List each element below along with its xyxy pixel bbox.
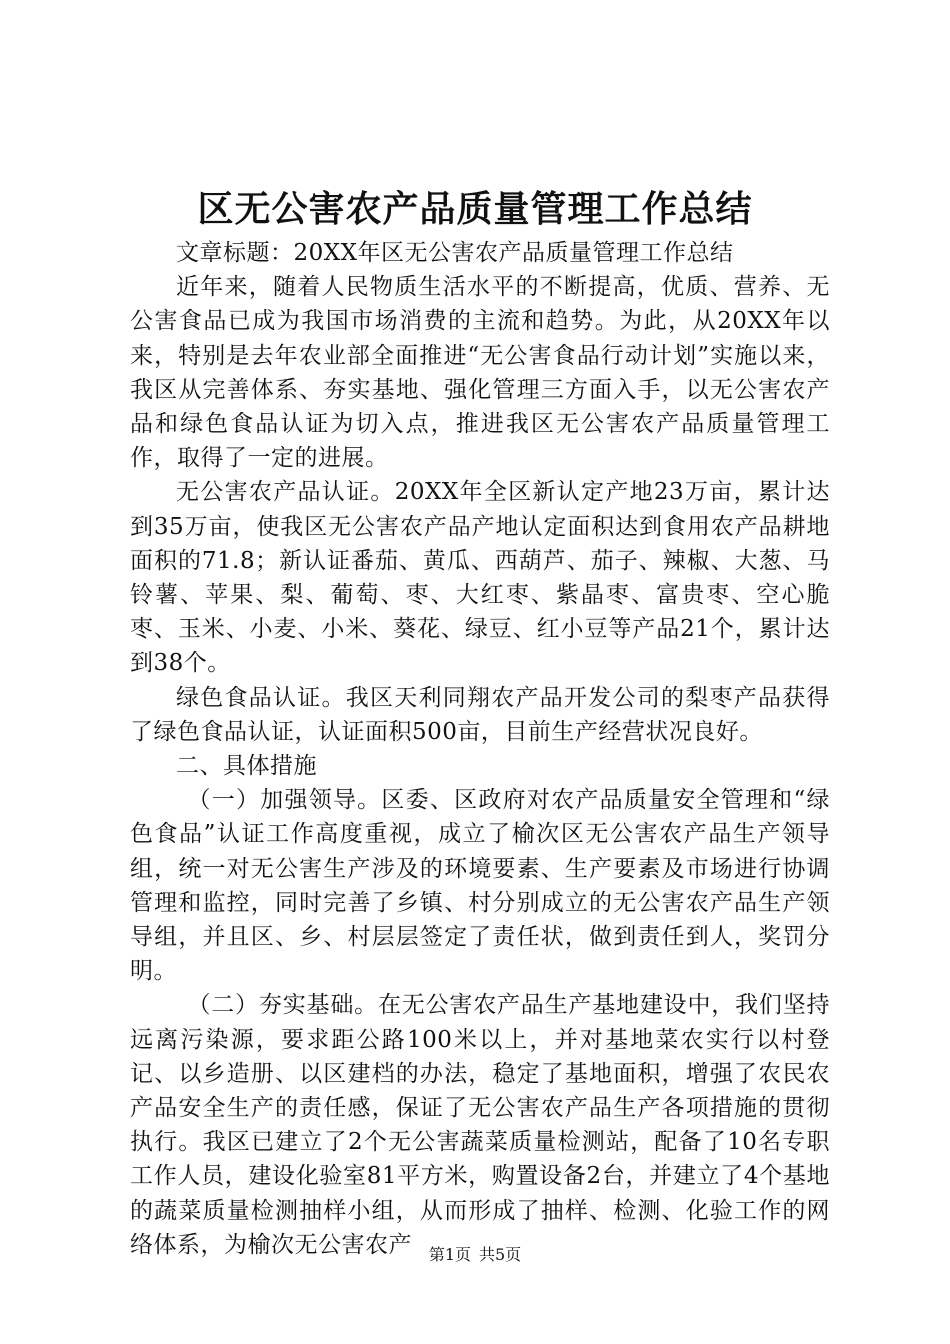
paragraph-green-food: 绿色食品认证。我区天利同翔农产品开发公司的梨枣产品获得了绿色食品认证，认证面积500亩，目前生产经营状况良好。: [130, 684, 830, 745]
paragraph-foundation: （二）夯实基础。在无公害农产品生产基地建设中，我们坚持远离污染源，要求距公路100米以上，并对基地菜农实行以村登记、以乡造册、以区建档的办法，稳定了基地面积，增强了农民农产品安全生产的责任感，保证了无公害农产品生产各项措施的贯彻执行。我区已建立了2个无公害蔬菜质量检测站，配备了10名专职工作人员，建设化验室81平方米，购置设备2台，并建立了4个基地的蔬菜质量检测抽样小组，从而形成了抽样、检测、化验工作的网络体系，为榆次无公害农产: [130, 992, 830, 1258]
paragraph-leadership: （一）加强领导。区委、区政府对农产品质量安全管理和“绿色食品”认证工作高度重视，成立了榆次区无公害农产品生产领导组，统一对无公害生产涉及的环境要素、生产要素及市场进行协调管理和监控，同时完善了乡镇、村分别成立的无公害农产品生产领导组，并且区、乡、村层层签定了责任状，做到责任到人，奖罚分明。: [130, 787, 830, 985]
paragraph-intro: 近年来，随着人民物质生活水平的不断提高，优质、营养、无公害食品已成为我国市场消费的主流和趋势。为此，从20XX年以来，特别是去年农业部全面推进“无公害食品行动计划”实施以来，我区从完善体系、夯实基地、强化管理三方面入手，以无公害农产品和绿色食品认证为切入点，推进我区无公害农产品质量管理工作，取得了一定的进展。: [130, 274, 830, 472]
document-body: [130, 236, 830, 1262]
section-heading-measures: 二、具体措施: [176, 753, 317, 780]
paragraph-certification: 无公害农产品认证。20XX年全区新认定产地23万亩，累计达到35万亩，使我区无公害农产品产地认定面积达到食用农产品耕地面积的71.8；新认证番茄、黄瓜、西葫芦、茄子、辣椒、大葱、马铃薯、苹果、梨、葡萄、枣、大红枣、紫晶枣、富贵枣、空心脆枣、玉米、小麦、小米、葵花、绿豆、红小豆等产品21个，累计达到38个。: [130, 479, 830, 677]
page-footer: [0, 1244, 950, 1266]
page-number: 第1页: [428, 1245, 471, 1264]
document-title: 区无公害农产品质量管理工作总结: [197, 188, 753, 230]
article-title-line: 文章标题：20XX年区无公害农产品质量管理工作总结: [176, 240, 734, 266]
page-total: 共5页: [479, 1245, 522, 1264]
